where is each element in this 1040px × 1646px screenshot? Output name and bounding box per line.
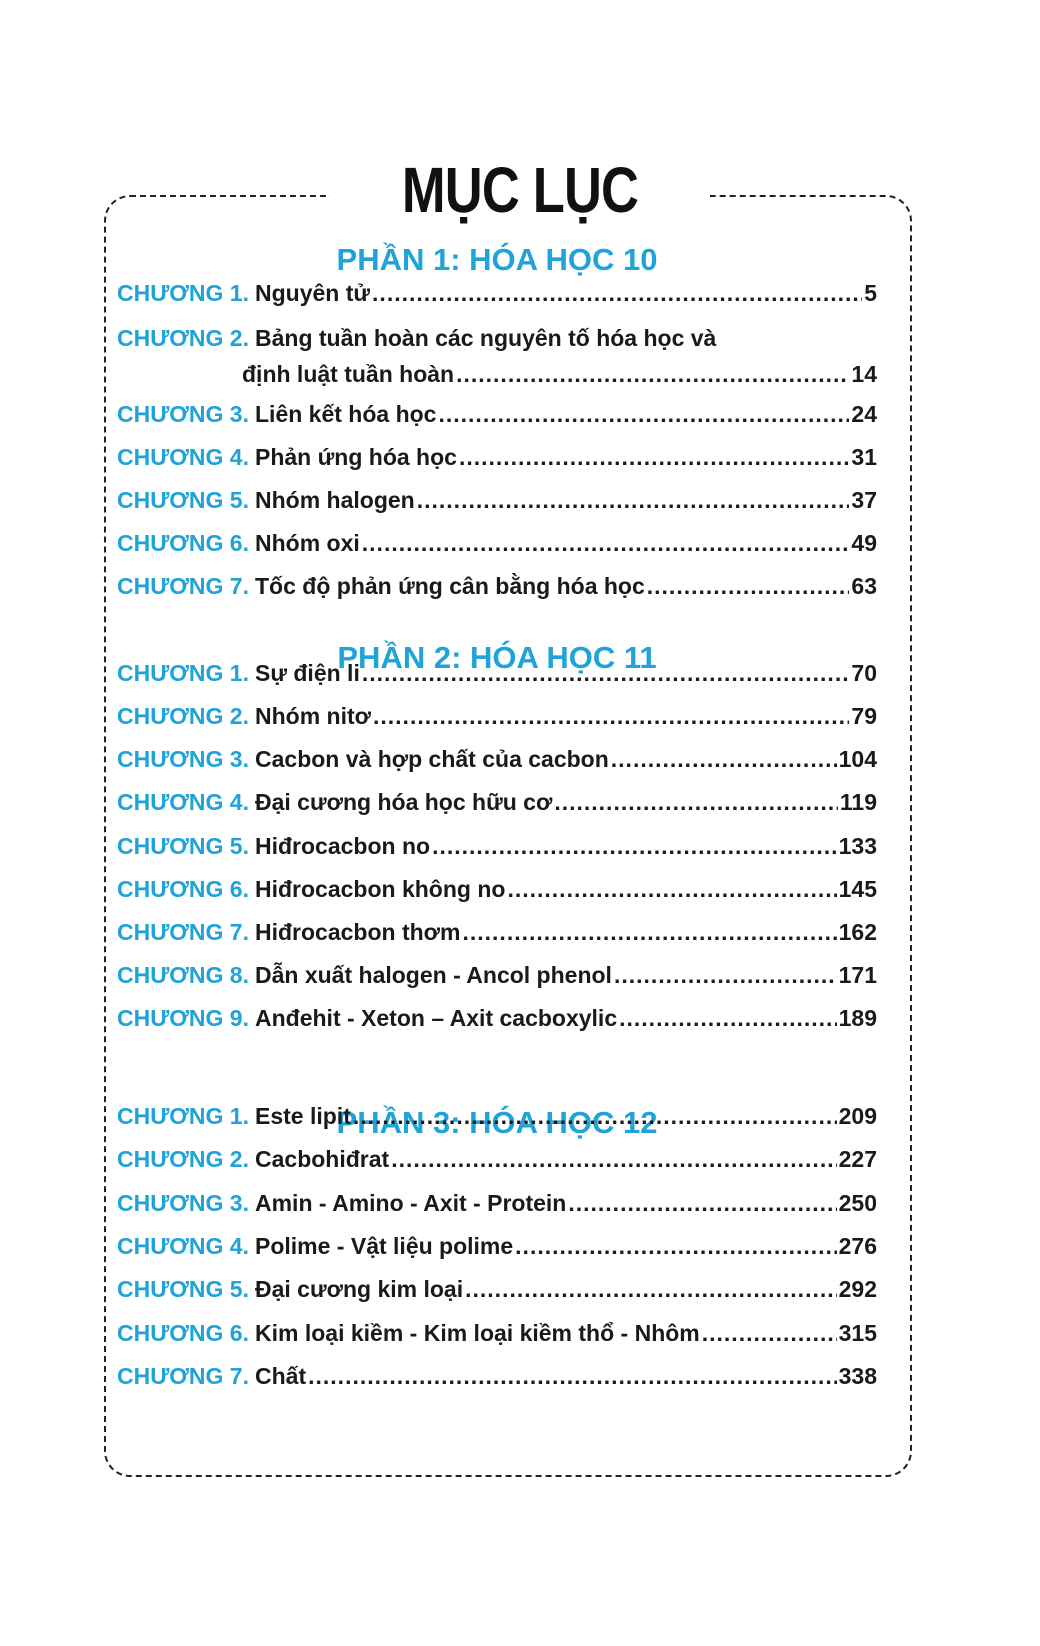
page-number: 227 [838,1146,877,1172]
page-number: 24 [851,401,877,427]
part-heading-3: PHẦN 3: HÓA HỌC 12 [336,1105,658,1140]
chapter-label: CHƯƠNG 5. [117,1276,249,1302]
chapter-label: CHƯƠNG 1. [117,660,249,686]
chapter-label: CHƯƠNG 2. [117,703,249,729]
dot-leader [614,957,837,993]
toc-row[interactable] [117,275,877,311]
toc-row-continuation[interactable] [117,356,877,392]
dot-leader [353,1098,837,1134]
chapter-label: CHƯƠNG 1. [117,280,249,306]
toc-row[interactable] [117,439,877,475]
page-number: 209 [838,1103,877,1129]
toc-row[interactable] [117,1315,877,1351]
chapter-label: CHƯƠNG 3. [117,1190,249,1216]
toc-row[interactable] [117,784,877,820]
chapter-title: Hiđrocacbon không no [255,876,506,902]
dot-leader [362,655,850,691]
toc-row[interactable] [117,1141,877,1177]
chapter-label: CHƯƠNG 1. [117,1103,249,1129]
chapter-label: CHƯƠNG 6. [117,876,249,902]
part-heading-2: PHẦN 2: HÓA HỌC 11 [337,640,657,675]
toc-row[interactable] [117,655,877,691]
page-number: 5 [864,280,877,306]
page-number: 292 [838,1276,877,1302]
chapter-title: Đại cương hóa học hữu cơ [255,789,553,815]
dot-leader [462,914,836,950]
chapter-title: Cacbon và hợp chất của cacbon [255,746,609,772]
chapter-label: CHƯƠNG 3. [117,401,249,427]
toc-row[interactable] [117,568,877,604]
page-number: 145 [838,876,877,902]
toc-row[interactable] [117,482,877,518]
page-number: 79 [851,703,877,729]
chapter-title: Hiđrocacbon thơm [255,919,461,945]
dot-leader [515,1228,836,1264]
page-title: MỤC LỤC [401,154,639,226]
chapter-title: Hiđrocacbon no [255,833,431,859]
page-number: 104 [838,746,877,772]
chapter-label: CHƯƠNG 8. [117,962,249,988]
dot-leader [372,275,862,311]
part-heading-1: PHẦN 1: HÓA HỌC 10 [336,242,658,277]
chapter-label: CHƯƠNG 5. [117,833,249,859]
chapter-title: Nguyên tử [255,280,371,306]
page-number: 63 [851,573,877,599]
toc-row[interactable] [117,1000,877,1036]
dot-leader [647,568,850,604]
toc-row[interactable] [117,741,877,777]
page-number: 171 [838,962,877,988]
chapter-label: CHƯƠNG 3. [117,746,249,772]
chapter-title: Nhóm nitơ [255,703,371,729]
chapter-title: Nhóm halogen [255,487,415,513]
toc-row[interactable] [117,320,877,356]
chapter-label: CHƯƠNG 7. [117,1363,249,1389]
chapter-title: Kim loại kiềm - Kim loại kiềm thổ - Nhôm [255,1320,700,1346]
chapter-title: Cacbohiđrat [255,1146,390,1172]
toc-row[interactable] [117,1228,877,1264]
toc-row[interactable] [117,828,877,864]
chapter-label: CHƯƠNG 9. [117,1005,249,1031]
page-number: 250 [838,1190,877,1216]
page-number: 338 [838,1363,877,1389]
toc-row[interactable] [117,1358,877,1394]
toc-row[interactable] [117,1271,877,1307]
chapter-title: Đại cương kim loại [255,1276,464,1302]
toc-row[interactable] [117,1098,877,1134]
dot-leader [619,1000,837,1036]
page-number: 189 [838,1005,877,1031]
chapter-title: Amin - Amino - Axit - Protein [255,1190,567,1216]
toc-row[interactable] [117,914,877,950]
dot-leader [373,698,849,734]
dot-leader [465,1271,837,1307]
chapter-label: CHƯƠNG 4. [117,789,249,815]
dot-leader [611,741,837,777]
page-number: 162 [838,919,877,945]
page-number: 119 [839,789,877,815]
toc-row[interactable] [117,957,877,993]
chapter-title-continued: định luật tuần hoàn [242,361,455,387]
chapter-label: CHƯƠNG 2. [117,325,249,351]
dot-leader [308,1358,837,1394]
page-number: 14 [851,361,877,387]
page-number: 276 [838,1233,877,1259]
dot-leader [432,828,837,864]
chapter-title: Nhóm oxi [255,530,360,556]
dot-leader [391,1141,836,1177]
chapter-label: CHƯƠNG 6. [117,1320,249,1346]
page-number: 37 [851,487,877,513]
toc-row[interactable] [117,396,877,432]
toc-row[interactable] [117,525,877,561]
chapter-title: Chất [255,1363,307,1389]
chapter-label: CHƯƠNG 5. [117,487,249,513]
chapter-title: Dẫn xuất halogen - Ancol phenol [255,962,612,988]
chapter-title: Anđehit - Xeton – Axit cacboxylic [255,1005,618,1031]
chapter-label: CHƯƠNG 2. [117,1146,249,1172]
dot-leader [456,356,849,392]
page-number: 31 [851,444,877,470]
chapter-title: Liên kết hóa học [255,401,437,427]
dot-leader [568,1185,836,1221]
dot-leader [362,525,850,561]
dot-leader [554,784,838,820]
chapter-label: CHƯƠNG 6. [117,530,249,556]
chapter-title: Sự điện li [255,660,360,686]
chapter-title: Polime - Vật liệu polime [255,1233,514,1259]
chapter-title: Phản ứng hóa học [255,444,457,470]
page-number: 315 [838,1320,877,1346]
chapter-title: Bảng tuần hoàn các nguyên tố hóa học và [255,325,717,351]
dot-leader [459,439,849,475]
dot-leader [438,396,849,432]
toc-row[interactable] [117,1185,877,1221]
chapter-title: Este lipit [255,1103,351,1129]
page-number: 70 [851,660,877,686]
dot-leader [417,482,850,518]
toc-row[interactable] [117,871,877,907]
dot-leader [702,1315,837,1351]
chapter-label: CHƯƠNG 7. [117,919,249,945]
chapter-label: CHƯƠNG 4. [117,444,249,470]
chapter-label: CHƯƠNG 4. [117,1233,249,1259]
chapter-title: Tốc độ phản ứng cân bằng hóa học [255,573,645,599]
page-number: 49 [851,530,877,556]
dot-leader [507,871,836,907]
page-number: 133 [838,833,877,859]
chapter-label: CHƯƠNG 7. [117,573,249,599]
toc-row[interactable] [117,698,877,734]
